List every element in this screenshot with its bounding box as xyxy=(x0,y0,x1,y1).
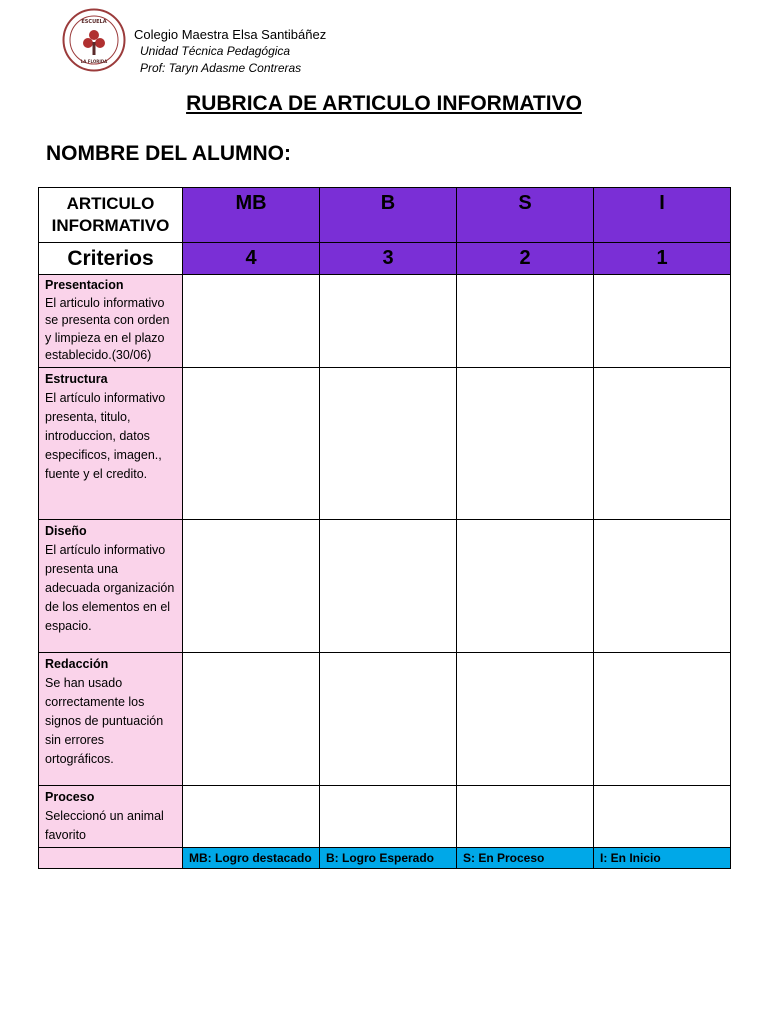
unit-name: Unidad Técnica Pedagógica xyxy=(140,44,291,58)
legend-i: I: En Inicio xyxy=(594,847,731,868)
criterion-description: El artículo informativo presenta una adecuada organización de los elementos en el espacio. xyxy=(45,542,175,633)
level-code-b: B xyxy=(320,188,457,243)
legend-spacer xyxy=(39,847,183,868)
criterion-name: Presentacion xyxy=(45,278,124,292)
score-header-row xyxy=(39,243,731,275)
criterion-cell xyxy=(39,519,183,652)
svg-text:ESCUELA: ESCUELA xyxy=(81,19,107,25)
score-cell[interactable] xyxy=(320,785,457,847)
criterion-description: Se han usado correctamente los signos de puntuación sin errores ortográficos. xyxy=(45,675,164,766)
score-cell[interactable] xyxy=(457,652,594,785)
criterion-cell xyxy=(39,652,183,785)
score-cell[interactable] xyxy=(320,275,457,368)
criterion-row xyxy=(39,652,731,785)
score-cell[interactable] xyxy=(457,367,594,519)
level-code-s: S xyxy=(457,188,594,243)
criterion-row xyxy=(39,785,731,847)
criterion-name: Redacción xyxy=(45,656,109,671)
level-score-s: 2 xyxy=(457,243,594,275)
score-cell[interactable] xyxy=(320,367,457,519)
criterion-name: Diseño xyxy=(45,523,87,538)
score-cell[interactable] xyxy=(594,519,731,652)
criterion-row xyxy=(39,367,731,519)
level-code-mb: MB xyxy=(183,188,320,243)
criterion-description: El articulo informativo se presenta con orden y limpieza en el plazo establecido.(30/06) xyxy=(45,295,170,362)
level-code-i: I xyxy=(594,188,731,243)
score-cell[interactable] xyxy=(320,652,457,785)
criterion-description: Seleccionó un animal favorito xyxy=(45,808,164,842)
score-cell[interactable] xyxy=(183,275,320,368)
criterion-row xyxy=(39,519,731,652)
criterion-row xyxy=(39,275,731,368)
criterion-name: Estructura xyxy=(45,371,108,386)
school-logo xyxy=(62,8,126,72)
criteria-label: Criterios xyxy=(39,243,183,275)
legend-row xyxy=(39,847,731,868)
student-name-label: NOMBRE DEL ALUMNO: xyxy=(46,142,291,165)
level-score-i: 1 xyxy=(594,243,731,275)
score-cell[interactable] xyxy=(183,519,320,652)
level-score-b: 3 xyxy=(320,243,457,275)
document-title: RUBRICA DE ARTICULO INFORMATIVO xyxy=(186,92,582,115)
corner-label: ARTICULO INFORMATIVO xyxy=(39,188,183,243)
legend-mb: MB: Logro destacado xyxy=(183,847,320,868)
score-cell[interactable] xyxy=(183,785,320,847)
score-cell[interactable] xyxy=(183,367,320,519)
school-name: Colegio Maestra Elsa Santibáñez xyxy=(134,27,327,42)
score-cell[interactable] xyxy=(594,652,731,785)
criterion-description: El artículo informativo presenta, titulo, introduccion, datos especificos, imagen., fuente y el credito. xyxy=(45,390,166,481)
teacher-name: Prof: Taryn Adasme Contreras xyxy=(140,61,302,75)
rubric-table xyxy=(38,187,731,869)
criterion-cell xyxy=(39,275,183,368)
criterion-cell xyxy=(39,785,183,847)
score-cell[interactable] xyxy=(457,785,594,847)
score-cell[interactable] xyxy=(594,275,731,368)
level-score-mb: 4 xyxy=(183,243,320,275)
svg-text:LA FLORIDA: LA FLORIDA xyxy=(80,59,108,64)
score-cell[interactable] xyxy=(457,275,594,368)
score-cell[interactable] xyxy=(594,367,731,519)
legend-s: S: En Proceso xyxy=(457,847,594,868)
score-cell[interactable] xyxy=(594,785,731,847)
criterion-cell xyxy=(39,367,183,519)
score-cell[interactable] xyxy=(320,519,457,652)
score-cell[interactable] xyxy=(183,652,320,785)
legend-b: B: Logro Esperado xyxy=(320,847,457,868)
level-header-row xyxy=(39,188,731,243)
document-header xyxy=(60,8,460,78)
score-cell[interactable] xyxy=(457,519,594,652)
criterion-name: Proceso xyxy=(45,789,95,804)
